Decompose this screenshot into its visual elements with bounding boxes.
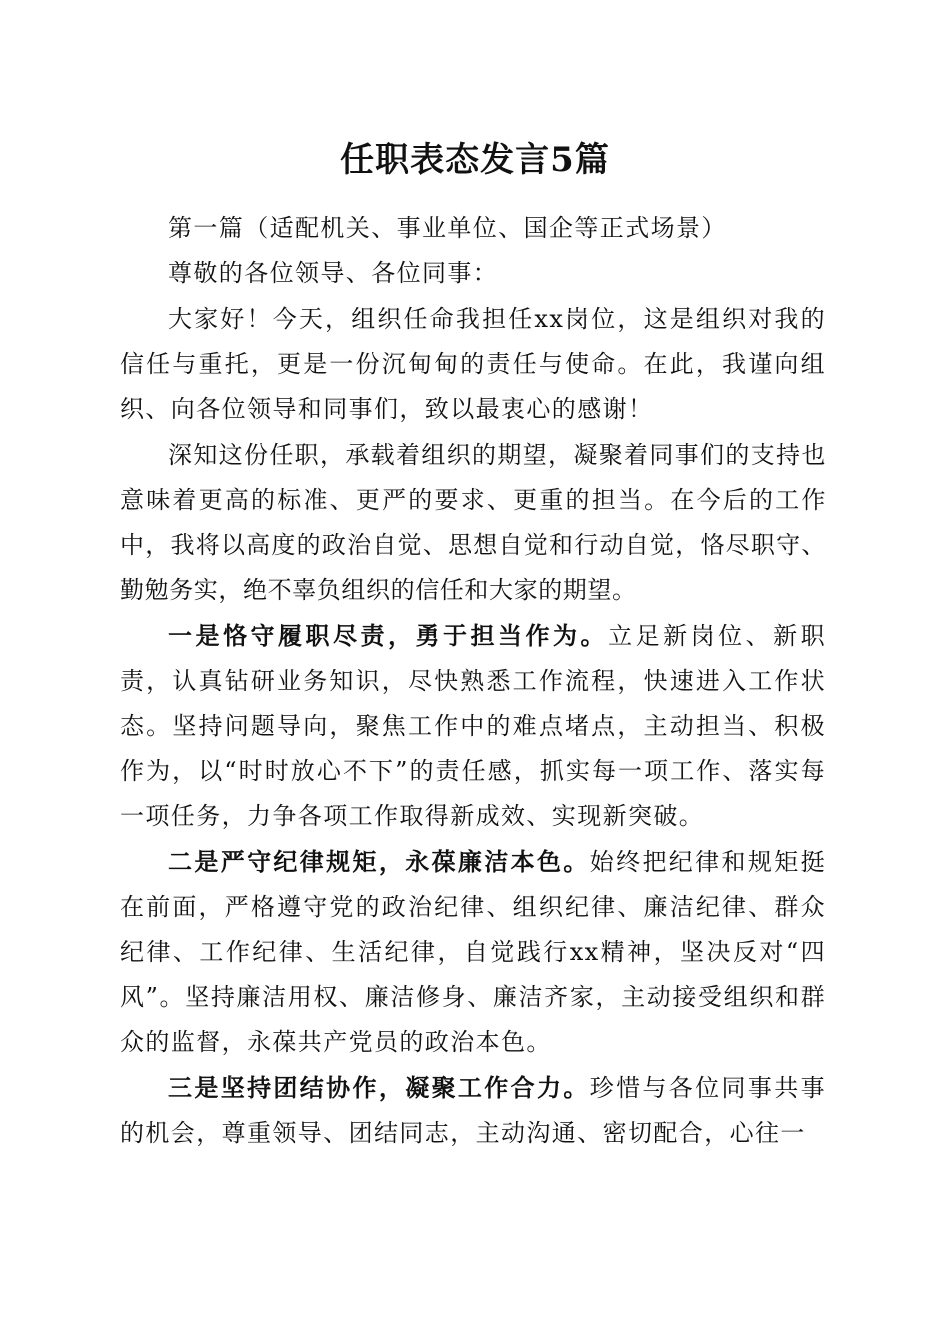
paragraph-text: 立足新岗位、新职责，认真钻研业务知识，尽快熟悉工作流程，快速进入工作状态。坚持问题导向，聚焦工作中的难点堵点，主动担当、积极作为，以“时时放心不下”的责任感，抓实每一项工作、落实每一项任务，力争各项工作取得新成效、实现新突破。	[120, 622, 826, 830]
document-body	[120, 206, 826, 1156]
paragraph-point-three	[120, 1065, 826, 1156]
paragraph-text: 大家好！今天，组织任命我担任xx岗位，这是组织对我的信任与重托，更是一份沉甸甸的责任与使命。在此，我谨向组织、向各位领导和同事们，致以最衷心的感谢！	[120, 305, 826, 423]
document-title: 任职表态发言5篇	[340, 140, 610, 180]
paragraph-lead: 二是严守纪律规矩，永葆廉洁本色。	[168, 847, 590, 876]
section-heading: 第一篇（适配机关、事业单位、国企等正式场景）	[168, 214, 727, 242]
salutation: 尊敬的各位领导、各位同事：	[168, 259, 499, 287]
paragraph-lead: 一是恪守履职尽责，勇于担当作为。	[168, 621, 609, 650]
paragraph-lead: 三是坚持团结协作，凝聚工作合力。	[168, 1073, 590, 1102]
paragraph-opening	[120, 296, 826, 432]
paragraph-commitment	[120, 432, 826, 613]
paragraph-point-one	[120, 613, 826, 839]
paragraph-text: 深知这份任职，承载着组织的期望，凝聚着同事们的支持也意味着更高的标准、更严的要求、更重的担当。在今后的工作中，我将以高度的政治自觉、思想自觉和行动自觉，恪尽职守、勤勉务实，绝不辜负组织的信任和大家的期望。	[120, 441, 826, 604]
paragraph-text: 珍惜与各位同事共事的机会，尊重领导、团结同志，主动沟通、密切配合，心往一	[120, 1074, 826, 1147]
paragraph-text: 始终把纪律和规矩挺在前面，严格遵守党的政治纪律、组织纪律、廉洁纪律、群众纪律、工作纪律、生活纪律，自觉践行xx精神，坚决反对“四风”。坚持廉洁用权、廉洁修身、廉洁齐家，主动接受组织和群众的监督，永葆共产党员的政治本色。	[120, 848, 826, 1056]
paragraph-point-two	[120, 839, 826, 1065]
